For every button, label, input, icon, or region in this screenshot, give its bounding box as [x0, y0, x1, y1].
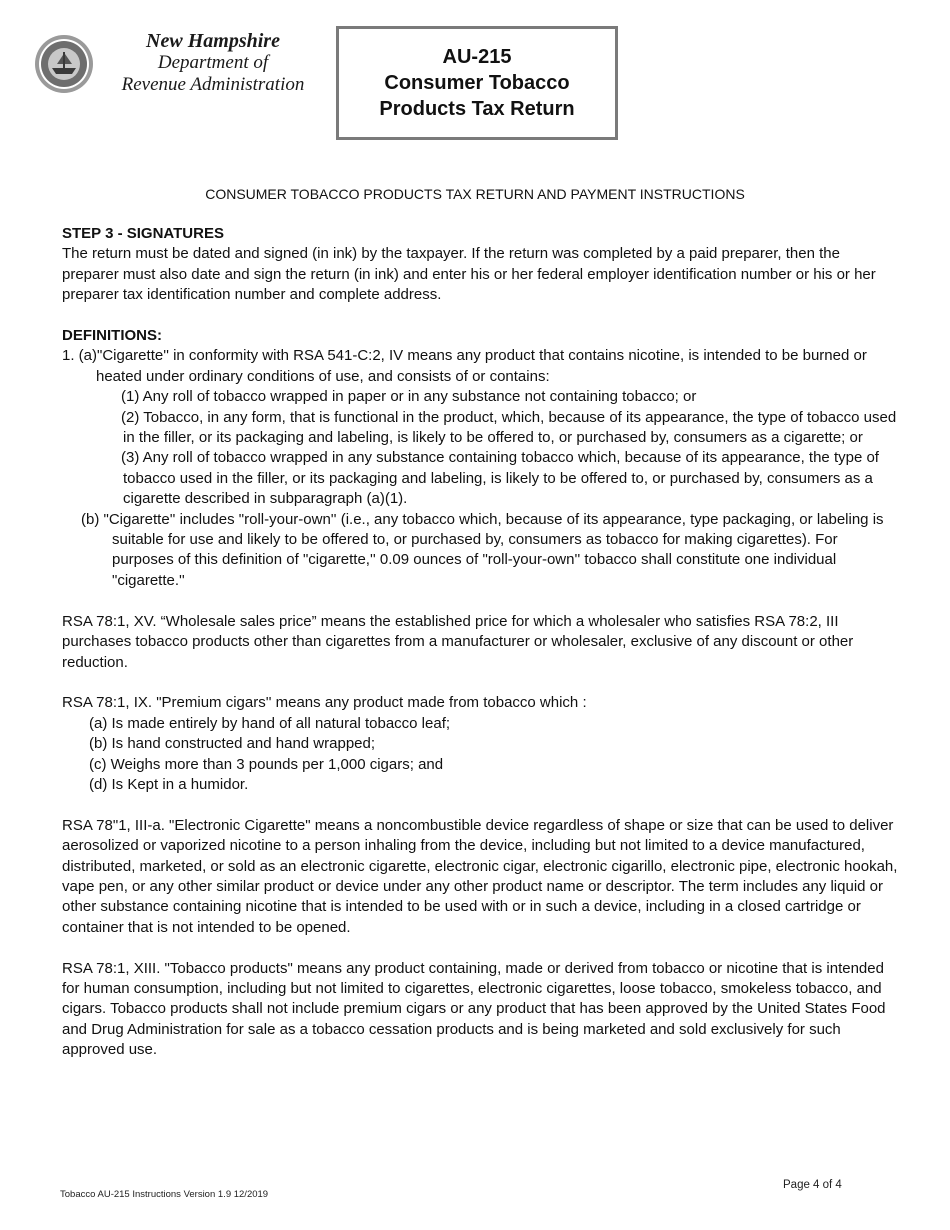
definitions-heading: DEFINITIONS:: [62, 327, 162, 345]
premium-cigars-intro: RSA 78:1, IX. "Premium cigars'' means any product made from tobacco which :: [62, 694, 587, 712]
definition-1a-sub1: (1) Any roll of tobacco wrapped in paper or in any substance not containing tobacco; or: [121, 388, 697, 406]
form-title-line1: Consumer Tobacco: [384, 72, 570, 94]
form-number: AU-215: [442, 46, 512, 68]
form-title-box: [336, 26, 618, 140]
document-heading: CONSUMER TOBACCO PRODUCTS TAX RETURN AND PAYMENT INSTRUCTIONS: [205, 186, 745, 202]
step3-heading: STEP 3 - SIGNATURES: [62, 225, 224, 242]
instructions-body: [62, 224, 898, 1061]
ecigarette-definition: RSA 78"1, III-a. "Electronic Cigarette" means a noncombustible device regardless of shape or size that can be used to deliver aerosolized or vaporized nicotine to a person inhaling from the device, including but not limited to a device manufactured, distributed, marketed, or sold as an electronic cigarette, electronic cigar, electronic cigarillo, electronic pipe, electronic hookah, vape pen, or any other similar product or device under any other product name or descriptor. The term includes any liquid or other substance containing nicotine that is intended to be used with or in such a device, including in a closed cartridge or container that is not intended to be opened.: [62, 816, 898, 936]
premium-item: (d) Is Kept in a humidor.: [89, 775, 249, 793]
state-seal-icon: [34, 34, 94, 94]
definition-1b: (b) "Cigarette'' includes "roll-your-own'' (i.e., any tobacco which, because of its appearance, type packaging, or labeling is suitable for use and likely to be offered to, or purchased by, consumers as tobacco for making cigarettes). For purposes of this definition of "cigarette,'' 0.09 ounces of "roll-your-own'' tobacco shall constitute one individual "cigarette.'': [81, 510, 884, 589]
premium-item: (c) Weighs more than 3 pounds per 1,000 cigars; and: [89, 755, 444, 773]
definition-1a-sub2: (2) Tobacco, in any form, that is functional in the product, which, because of its appearance, the type of tobacco used in the filler, or its packaging and labeling, is likely to be offered to, or purchased by, consumers as a cigarette; or: [121, 408, 897, 447]
premium-item: (a) Is made entirely by hand of all natural tobacco leaf;: [89, 714, 451, 732]
agency-division: Revenue Administration: [121, 74, 305, 95]
premium-item: (b) Is hand constructed and hand wrapped;: [89, 735, 376, 753]
agency-state: New Hampshire: [146, 30, 280, 52]
wholesale-definition: RSA 78:1, XV. “Wholesale sales price” means the established price for which a wholesaler who satisfies RSA 78:2, III purchases tobacco products other than cigarettes from a manufacturer or wholesaler, exclusive of any discount or other reduction.: [62, 612, 854, 671]
agency-name: [108, 30, 318, 96]
definition-1a: 1. (a)"Cigarette'' in conformity with RSA 541-C:2, IV means any product that contains nicotine, is intended to be burned or heated under ordinary conditions of use, and consists of or contains:: [62, 347, 867, 385]
step3-text: The return must be dated and signed (in ink) by the taxpayer. If the return was completed by a paid preparer, then the preparer must also date and sign the return (in ink) and enter his or her federal employer identification number or his or her preparer tax identification number and complete address.: [62, 245, 876, 304]
agency-department: Department of: [157, 52, 269, 73]
footer-version: Tobacco AU-215 Instructions Version 1.9 12/2019: [60, 1189, 269, 1200]
definition-1a-sub3: (3) Any roll of tobacco wrapped in any substance containing tobacco which, because of its appearance, the type of tobacco used in the filler, or its packaging and labeling, is likely to be offered to, or purchased by, consumers as a cigarette described in subparagraph (a)(1).: [121, 449, 879, 508]
tobacco-products-definition: RSA 78:1, XIII. "Tobacco products" means any product containing, made or derived from tobacco or nicotine that is intended for human consumption, including but not limited to cigarettes, electronic cigarettes, loose tobacco, smokeless tobacco, and cigars. Tobacco products shall not include premium cigars or any product that has been approved by the United States Food and Drug Administration for sale as a tobacco cessation products and is being marketed and sold exclusively for such approved use.: [62, 959, 886, 1059]
page-number: Page 4 of 4: [783, 1179, 842, 1191]
form-title-line2: Products Tax Return: [379, 98, 575, 120]
